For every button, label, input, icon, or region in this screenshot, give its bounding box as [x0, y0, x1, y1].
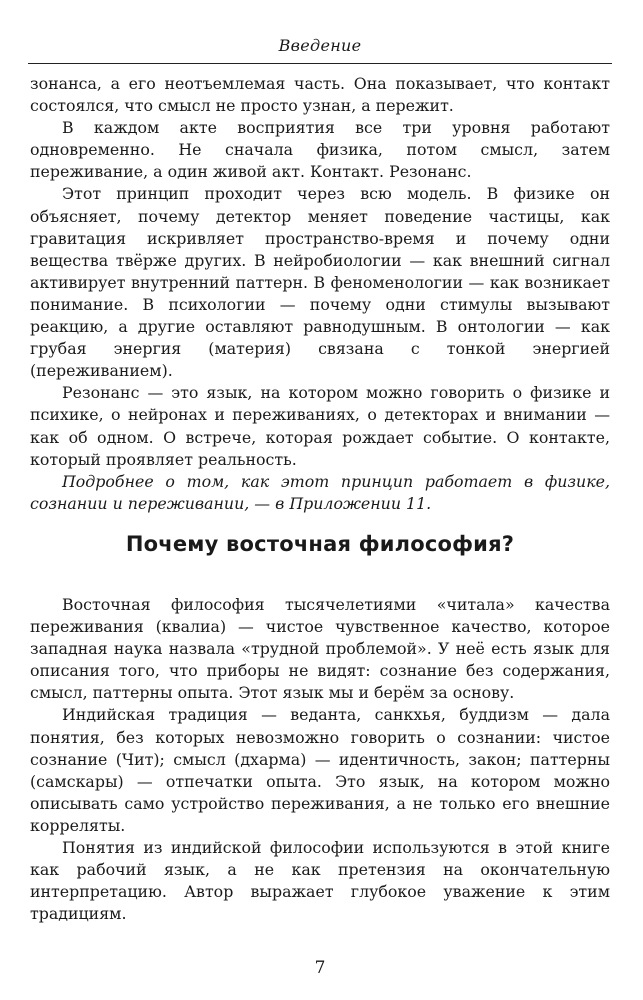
- header-rule: [28, 63, 612, 64]
- page-number: 7: [314, 958, 326, 978]
- section-heading: Почему восточная философия?: [125, 532, 515, 556]
- paragraph: Понятия из индийской философии используются в этой книге как рабочий язык, а не как претензия на окончательную интерпретацию. Автор выражает глубокое уважение к этим традициям.: [30, 838, 610, 924]
- top-text-block: [30, 73, 610, 515]
- running-header: Введение: [278, 36, 362, 55]
- paragraph: Индийская традиция — веданта, санкхья, буддизм — дала понятия, без которых невозможно говорить о сознании: чистое сознание (Чит); смысл (дхарма) — идентичность, закон; паттерны (самскары) — отпечатки опыта. Это язык, на котором можно описывать само устройство переживания, а не только его внешние корреляты.: [30, 705, 610, 835]
- section-text-block: [30, 594, 610, 925]
- paragraph: Этот принцип проходит через всю модель. В физике он объясняет, почему детектор меняет поведение частицы, как гравитация искривляет пространство-время и почему одни вещества твёрже других. В нейробиологии — как внешний сигнал активирует внутренний паттерн. В феноменологии — как возникает понимание. В психологии — почему одни стимулы вызывают реакцию, а другие оставляют равнодушным. В онтологии — как грубая энергия (материя) связана с тонкой энергией (переживанием).: [30, 184, 610, 381]
- paragraph: Восточная философия тысячелетиями «читала» качества переживания (квалиа) — чистое чувственное качество, которое западная наука назвала «трудной проблемой». У неё есть язык для описания того, что приборы не видят: сознание без содержания, смысл, паттерны опыта. Этот язык мы и берём за основу.: [30, 595, 610, 703]
- paragraph: Резонанс — это язык, на котором можно говорить о физике и психике, о нейронах и переживаниях, о детекторах и внимании — как об одном. О встрече, которая рождает событие. О контакте, который проявляет реальность.: [30, 383, 610, 469]
- paragraph: зонанса, а его неотъемлемая часть. Она показывает, что контакт состоялся, что смысл не просто узнан, а пережит.: [30, 74, 610, 116]
- paragraph: В каждом акте восприятия все три уровня работают одновременно. Не сначала физика, потом смысл, затем переживание, а один живой акт. Контакт. Резонанс.: [30, 118, 610, 182]
- appendix-note: Подробнее о том, как этот принцип работает в физике, сознании и переживании, — в Приложении 11.: [30, 471, 610, 513]
